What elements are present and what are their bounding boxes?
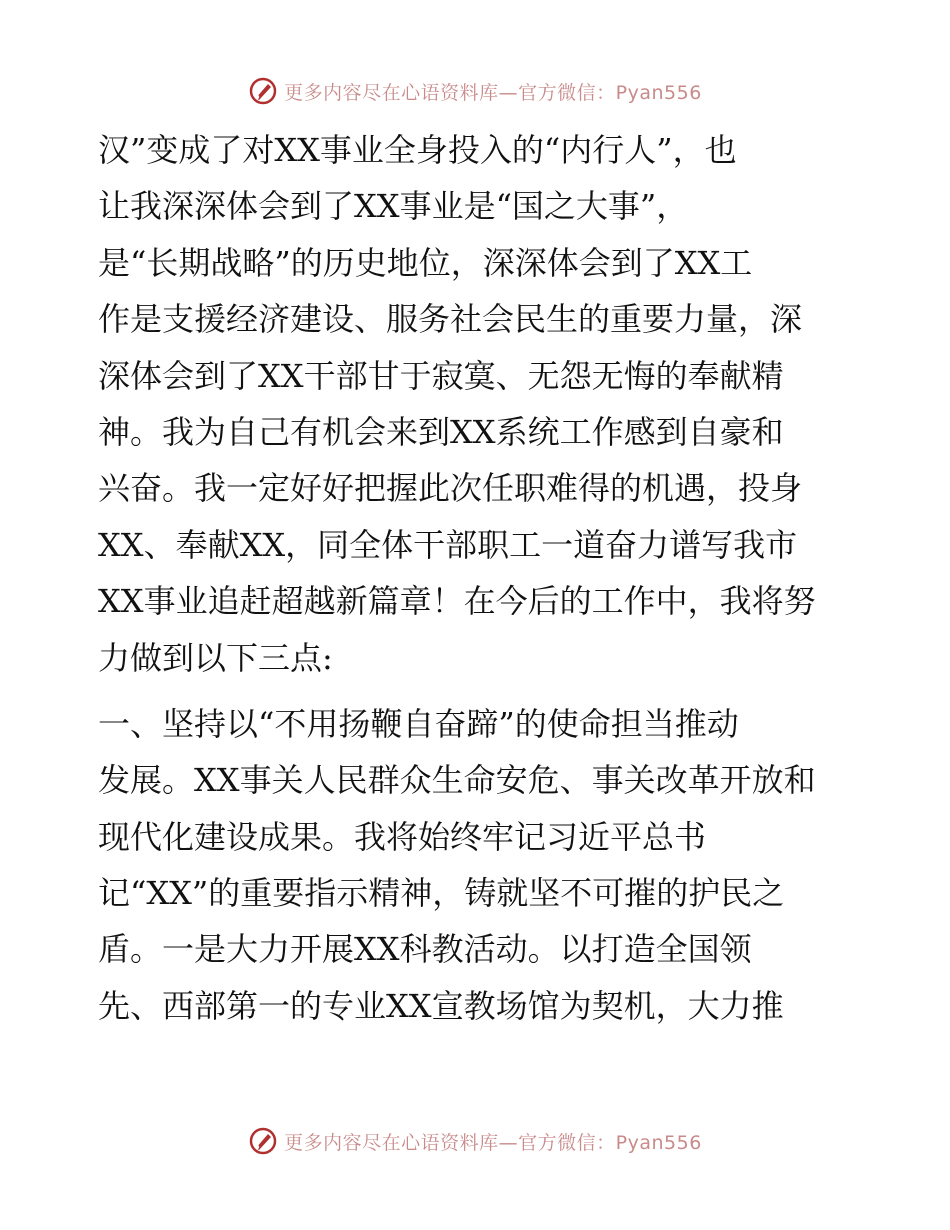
quill-pen-seal-icon <box>248 1126 278 1156</box>
watermark-text: 更多内容尽在心语资料库—官方微信：Pyan556 <box>284 1131 702 1154</box>
text-line: 现代化建设成果。我将始终牢记习近平总书 <box>98 817 707 856</box>
text-line: 是“长期战略”的历史地位，深深体会到了XX工 <box>98 243 753 282</box>
text-line: 先、西部第一的专业XX宣教场馆为契机，大力推 <box>98 986 784 1025</box>
text-line: 记“XX”的重要指示精神，铸就坚不可摧的护民之 <box>98 874 785 913</box>
text-line: 深体会到了XX干部甘于寂寞、无怨无悔的奉献精 <box>98 356 784 395</box>
footer-watermark <box>0 1124 950 1158</box>
text-line: 盾。一是大力开展XX科教活动。以打造全国领 <box>98 930 752 969</box>
text-line: XX事业追赶超越新篇章！在今后的工作中，我将努 <box>98 582 816 621</box>
text-line: 发展。XX事关人民群众生命安危、事关改革开放和 <box>98 761 816 800</box>
quill-pen-seal-icon <box>248 76 278 106</box>
text-line: 兴奋。我一定好好把握此次任职难得的机遇，投身 <box>98 469 803 508</box>
header-watermark <box>0 74 950 108</box>
text-line: 汉”变成了对XX事业全身投入的“内行人”，也 <box>98 131 737 169</box>
watermark-text: 更多内容尽在心语资料库—官方微信：Pyan556 <box>284 81 702 104</box>
text-line: 神。我为自己有机会来到XX系统工作感到自豪和 <box>98 412 784 451</box>
text-line: 力做到以下三点: <box>98 638 333 677</box>
section-heading-line: 一、坚持以“不用扬鞭自奋蹄”的使命担当推动 <box>98 704 739 743</box>
text-line: 让我深深体会到了XX事业是“国之大事”， <box>98 187 689 226</box>
text-line: 作是支援经济建设、服务社会民生的重要力量，深 <box>98 300 803 339</box>
text-line: XX、奉献XX，同全体干部职工一道奋力谱写我市 <box>98 525 798 564</box>
document-body <box>98 122 868 1034</box>
